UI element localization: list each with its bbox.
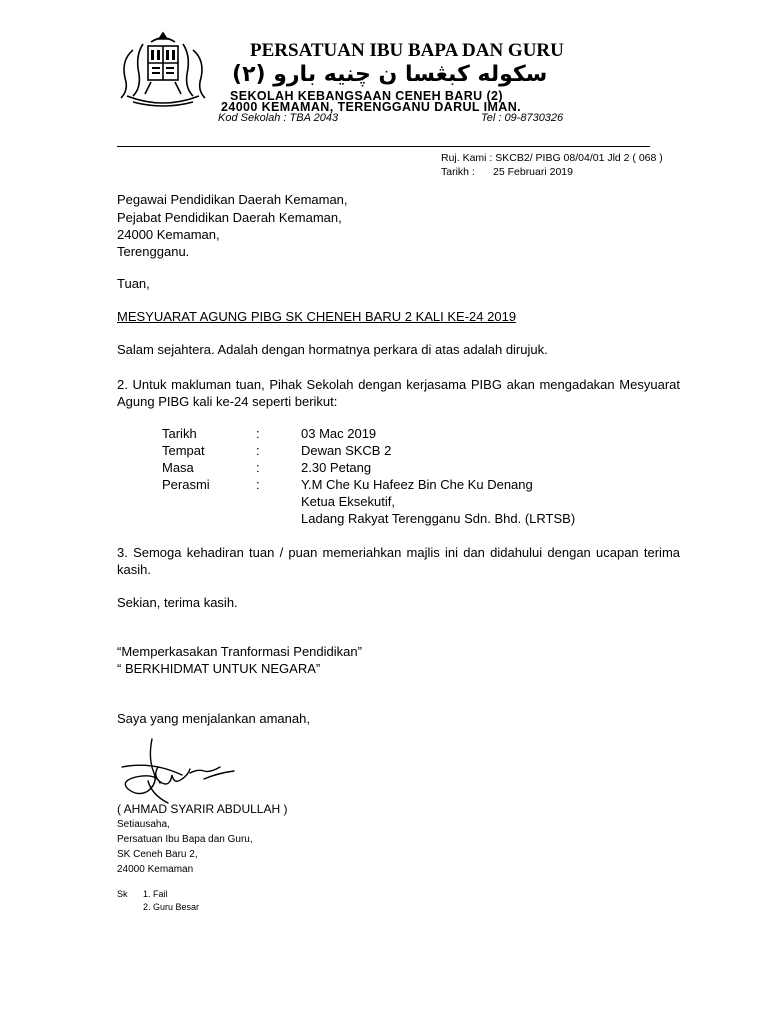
school-code: Kod Sekolah : TBA 2043 — [218, 112, 339, 124]
detail-label: Masa — [162, 460, 194, 475]
detail-value-extra: Ketua Eksekutif, — [301, 494, 395, 509]
motto-line: “Memperkasakan Tranformasi Pendidikan” — [117, 644, 362, 659]
detail-value-extra: Ladang Rakyat Terengganu Sdn. Bhd. (LRTSB) — [301, 511, 576, 526]
closing-line: Sekian, terima kasih. — [117, 595, 238, 610]
salutation: Tuan, — [117, 276, 150, 291]
school-telephone: Tel : 09-8730326 — [481, 112, 564, 124]
letter-date: 25 Februari 2019 — [493, 166, 573, 178]
detail-value: Dewan SKCB 2 — [301, 443, 392, 458]
signatory-name: ( AHMAD SYARIR ABDULLAH ) — [117, 802, 288, 816]
school-name: SEKOLAH KEBANGSAAN CENEH BARU (2) — [230, 89, 503, 103]
coat-of-arms-logo — [113, 30, 213, 112]
motto-line: “ BERKHIDMAT UNTUK NEGARA” — [117, 661, 321, 676]
school-name-jawi: سکوله کبڠسا ن چنيه بارو (٢) — [232, 62, 548, 87]
signatory-org: Persatuan Ibu Bapa dan Guru, — [117, 834, 253, 845]
detail-colon: : — [256, 443, 260, 458]
letterhead-divider — [117, 146, 650, 147]
detail-colon: : — [256, 460, 260, 475]
detail-value: 03 Mac 2019 — [301, 426, 377, 441]
copies-item: 2. Guru Besar — [143, 902, 200, 912]
paragraph-2: 2. Untuk makluman tuan, Pihak Sekolah dengan kerjasama PIBG akan mengadakan Mesyuarat Agung PIBG kali ke-24 seperti berikut: — [117, 377, 680, 409]
amanah-line: Saya yang menjalankan amanah, — [117, 711, 310, 726]
signatory-town: 24000 Kemaman — [117, 864, 194, 875]
recipient-line: Pegawai Pendidikan Daerah Kemaman, — [117, 192, 348, 207]
paragraph-3: 3. Semoga kehadiran tuan / puan memeriahkan majlis ini dan didahului dengan ucapan terima kasih. — [117, 545, 680, 577]
detail-colon: : — [256, 426, 260, 441]
recipient-line: Pejabat Pendidikan Daerah Kemaman, — [117, 210, 342, 225]
detail-value: 2.30 Petang — [301, 460, 372, 475]
recipient-line: Terengganu. — [117, 244, 190, 259]
copies-label: Sk — [117, 889, 128, 899]
letter-subject: MESYUARAT AGUNG PIBG SK CHENEH BARU 2 KALI KE-24 2019 — [117, 309, 517, 324]
detail-label: Tarikh — [162, 426, 197, 441]
opening-line: Salam sejahtera. Adalah dengan hormatnya perkara di atas adalah dirujuk. — [117, 342, 548, 357]
detail-label: Perasmi — [162, 477, 210, 492]
org-title: PERSATUAN IBU BAPA DAN GURU — [250, 40, 564, 61]
signatory-title: Setiausaha, — [117, 819, 170, 830]
handwritten-signature — [112, 737, 252, 807]
signatory-school: SK Ceneh Baru 2, — [117, 849, 198, 860]
reference-number: Ruj. Kami : SKCB2/ PIBG 08/04/01 Jld 2 ( 068 ) — [441, 152, 663, 164]
letter-date-label: Tarikh : — [441, 166, 475, 178]
copies-item: 1. Fail — [143, 889, 168, 899]
detail-colon: : — [256, 477, 260, 492]
detail-value: Y.M Che Ku Hafeez Bin Che Ku Denang — [301, 477, 533, 492]
school-address: 24000 KEMAMAN, TERENGGANU DARUL IMAN. — [221, 100, 522, 114]
detail-label: Tempat — [162, 443, 205, 458]
recipient-line: 24000 Kemaman, — [117, 227, 220, 242]
